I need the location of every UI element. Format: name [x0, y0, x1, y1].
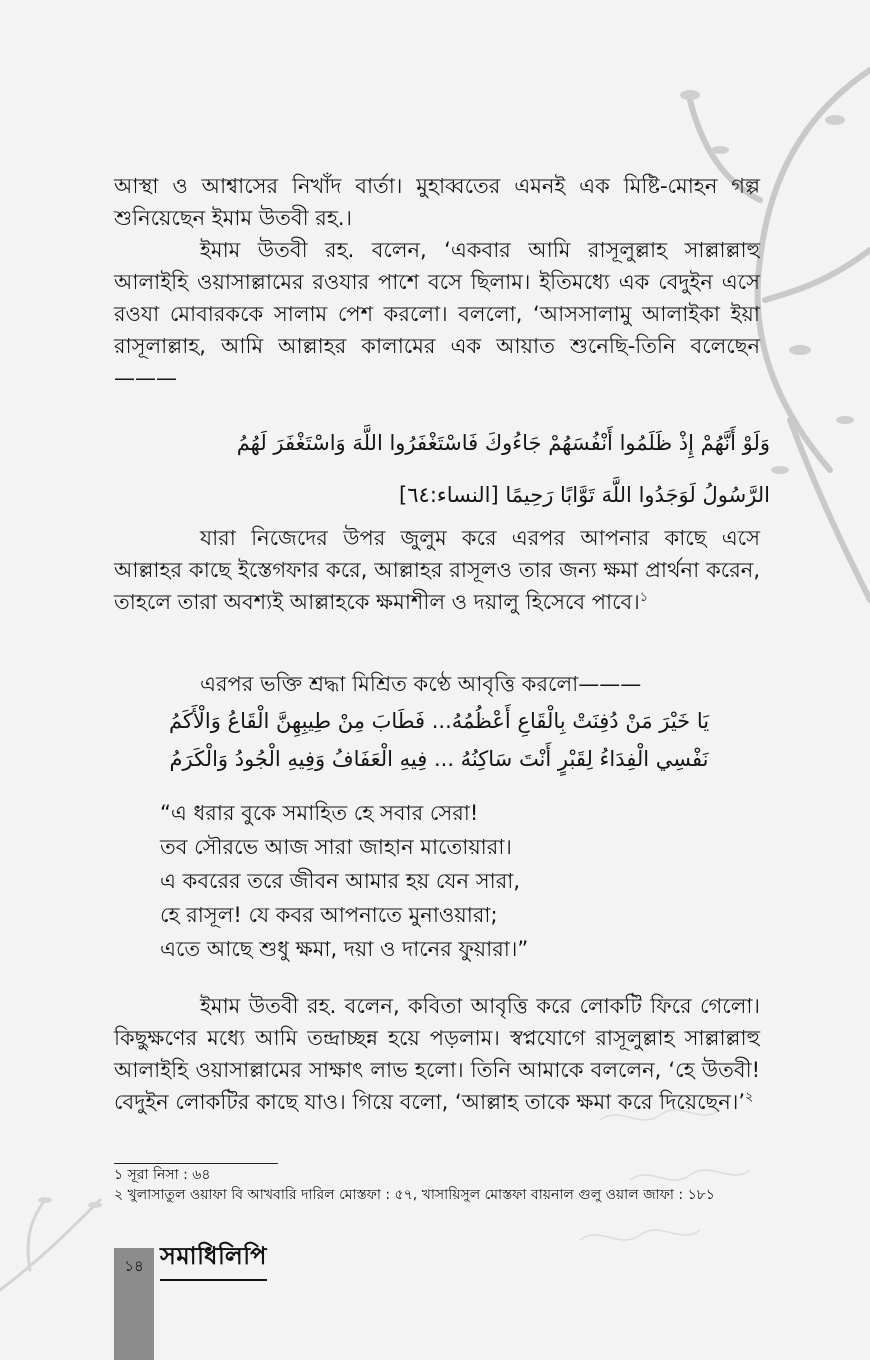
footnote-2: ২ খুলাসাতুল ওয়াফা বি আখবারি দারিল মোস্তফা : ৫৭, খাসায়িসুল মোস্তফা বায়নাল গুলু ওয়াল জাফা : ১৮১ — [114, 1187, 715, 1203]
verse-translation-text: যারা নিজেদের উপর জুলুম করে এরপর আপনার কাছে এসে আল্লাহর কাছে ইস্তেগফার করে, আল্লাহর রাসূলও তার জন্য ক্ষমা প্রার্থনা করেন, তাহলে তারা অবশ্যই আল্লাহকে ক্ষমাশীল ও দয়ালু হিসেবে পাবে। — [114, 526, 760, 614]
arabic-poem-line-1: يَا خَيْرَ مَنْ دُفِنَتْ بِالْقَاعِ أَعْظُمُهُ... فَطَابَ مِنْ طِيبِهِنَّ الْقَاعُ وَالْأَكَمُ — [168, 709, 710, 733]
book-title-logo: সমাধিলিপি — [160, 1238, 267, 1281]
recitation-intro: এরপর ভক্তি শ্রদ্ধা মিশ্রিত কণ্ঠে আবৃত্তি করলো——— — [200, 672, 642, 696]
paragraph-verse-translation — [114, 522, 760, 618]
quran-verse-line-2: الرَّسُولُ لَوَجَدُوا اللَّهَ تَوَّابًا رَحِيمًا [النساء:٦٤] — [399, 483, 770, 507]
footnote-1: ১ সূরা নিসা : ৬৪ — [114, 1167, 211, 1183]
footnote-marker-2: ২ — [745, 1090, 754, 1105]
poem-line: “এ ধরার বুকে সমাহিত হে সবার সেরা! — [160, 801, 479, 825]
poem-line: হে রাসূল! যে কবর আপনাতে মুনাওয়ারা; — [160, 903, 498, 927]
footnote-divider — [114, 1163, 278, 1164]
paragraph-intro: আস্থা ও আশ্বাসের নিখাঁদ বার্তা। মুহাব্বতের এমনই এক মিষ্টি-মোহন গল্প শুনিয়েছেন ইমাম উতবী রহ.। — [114, 174, 760, 230]
paragraph-story-start: ইমাম উতবী রহ. বলেন, ‘একবার আমি রাসূলুল্লাহ সাল্লাল্লাহু আলাইহি ওয়াসাল্লামের রওযার পাশে বসে ছিলাম। ইতিমধ্যে এক বেদুইন এসে রওযা মোবারককে সালাম পেশ করলো। বললো, ‘আসসালামু আলাইকা ইয়া রাসূলাল্লাহ, আমি আল্লাহর কালামের এক আয়াত শুনেছি-তিনি বলেছেন——— — [114, 238, 760, 390]
paragraph-dream — [114, 990, 760, 1118]
poem-line: এ কবরের তরে জীবন আমার হয় যেন সারা, — [160, 869, 521, 893]
page-number: ১৪ — [124, 1257, 144, 1275]
poem-line: এতে আছে শুধু ক্ষমা, দয়া ও দানের ফুয়ারা।” — [160, 937, 529, 961]
dream-text: ইমাম উতবী রহ. বলেন, কবিতা আবৃত্তি করে লোকটি ফিরে গেলো। কিছুক্ষণের মধ্যে আমি তন্দ্রাচ্ছন্ন হয়ে পড়লাম। স্বপ্নযোগে রাসূলুল্লাহ সাল্লাল্লাহু আলাইহি ওয়াসাল্লামের সাক্ষাৎ লাভ হলো। তিনি আমাকে বললেন, ‘হে উতবী! বেদুইন লোকটির কাছে যাও। গিয়ে বলো, ‘আল্লাহ তাকে ক্ষমা করে দিয়েছেন।’ — [114, 994, 760, 1114]
poem-line: তব সৌরভে আজ সারা জাহান মাতোয়ারা। — [160, 835, 512, 859]
footnote-marker-1: ১ — [639, 590, 649, 605]
bengali-poem — [160, 796, 760, 966]
arabic-poem-line-2: نَفْسِي الْفِدَاءُ لِقَبْرٍ أَنْتَ سَاكِنُهُ ... فِيهِ الْعَفَافُ وَفِيهِ الْجُودُ وَالْكَرَمُ — [169, 747, 709, 771]
quran-verse-line-1: وَلَوْ أَنَّهُمْ إِذْ ظَلَمُوا أَنْفُسَهُمْ جَاءُوكَ فَاسْتَغْفَرُوا اللَّهَ وَاسْتَغْفَرَ لَهُمُ — [236, 431, 770, 455]
